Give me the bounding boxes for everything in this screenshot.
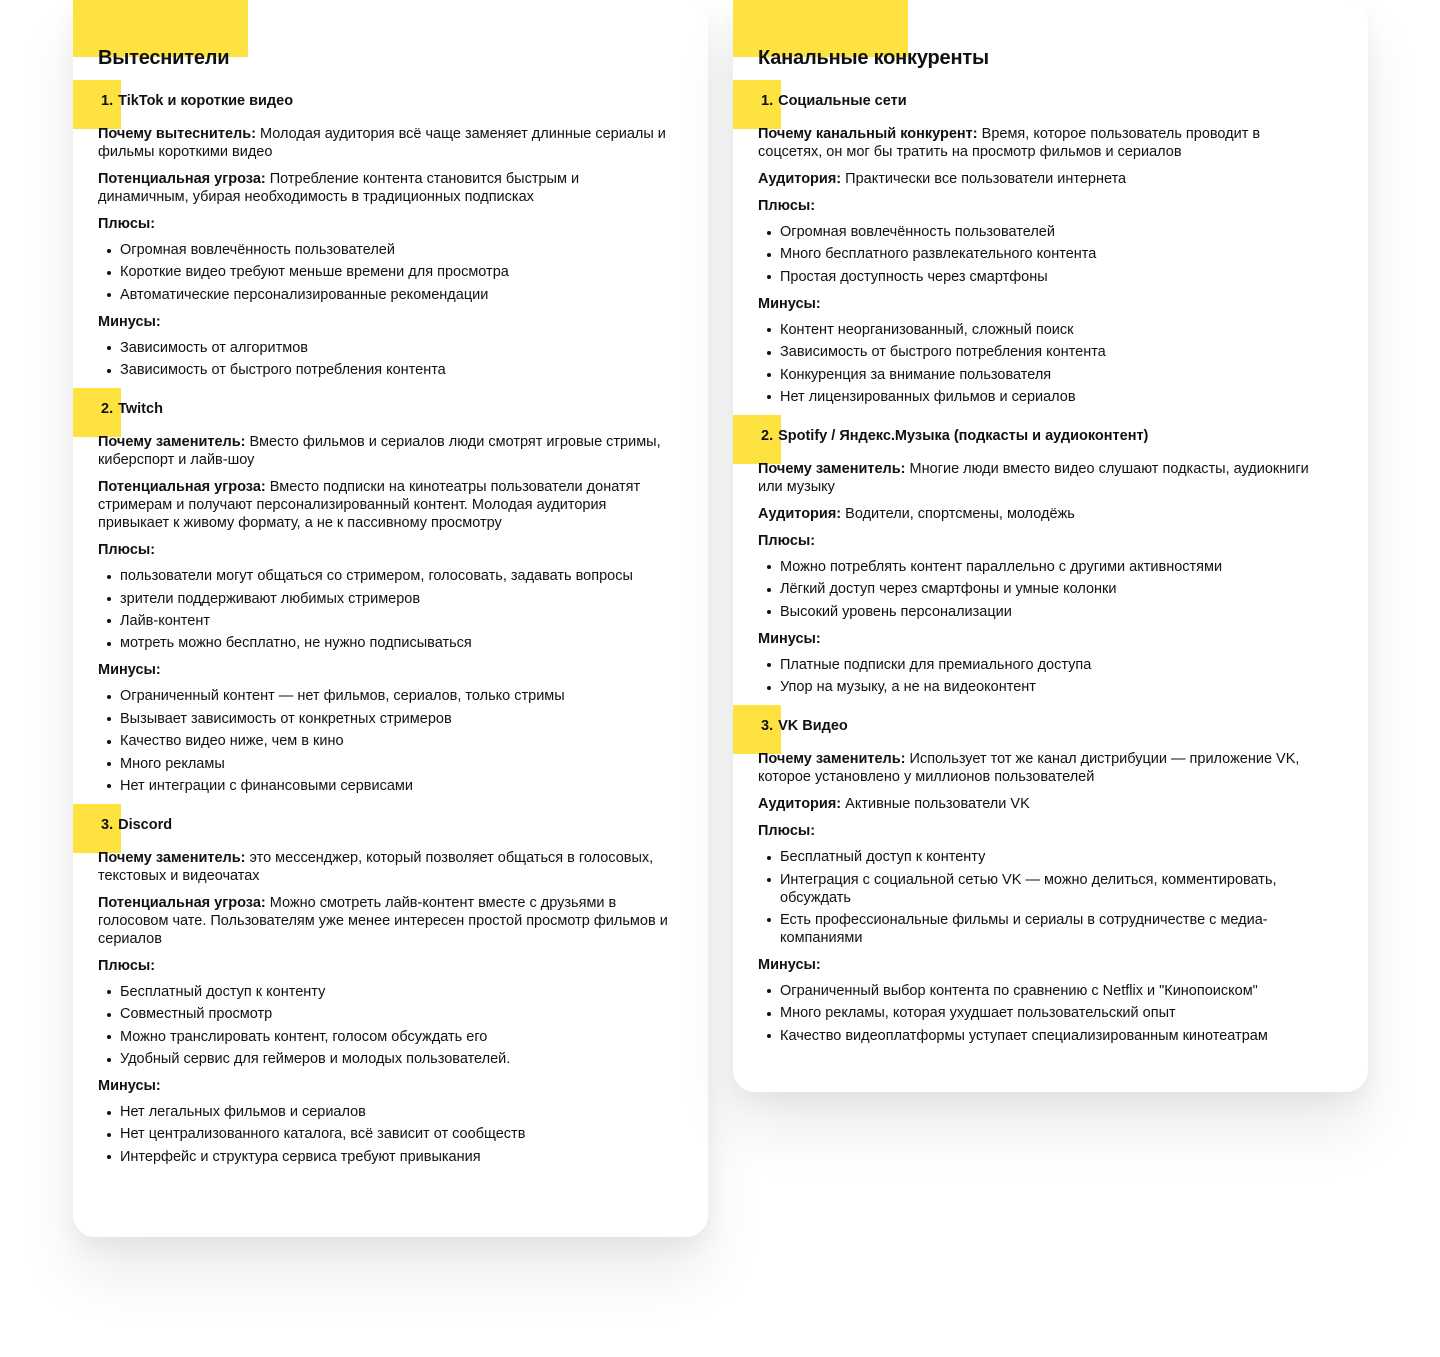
list-item: Нет централизованного каталога, всё зависит от сообществ xyxy=(120,1125,668,1143)
list-item: Много рекламы, которая ухудшает пользовательский опыт xyxy=(780,1004,1328,1022)
audience-paragraph xyxy=(758,170,1328,188)
pros-list xyxy=(758,223,1328,286)
list-item: Лайв-контент xyxy=(120,612,668,630)
list-item: Интерфейс и структура сервиса требуют привыкания xyxy=(120,1148,668,1166)
list-item: Зависимость от алгоритмов xyxy=(120,339,668,357)
section-heading xyxy=(73,388,668,433)
list-item: Короткие видео требуют меньше времени для просмотра xyxy=(120,263,668,281)
section-number: 3. xyxy=(101,816,114,833)
audience-text: Активные пользователи VK xyxy=(845,796,1030,813)
audience-text: Практически все пользователи интернета xyxy=(845,171,1127,187)
pros-label: Плюсы: xyxy=(98,542,156,559)
why-label: Почему заменитель: xyxy=(98,849,246,866)
list-item: Удобный сервис для геймеров и молодых пользователей. xyxy=(120,1050,668,1068)
list-item: Бесплатный доступ к контенту xyxy=(780,848,1328,866)
cons-list xyxy=(758,656,1328,696)
section-title: Twitch xyxy=(118,401,163,418)
section-tiktok xyxy=(98,80,668,379)
channel-competitors-card xyxy=(733,0,1368,1092)
why-paragraph xyxy=(98,433,668,469)
why-paragraph xyxy=(758,125,1328,161)
threat-text: Можно смотреть лайв-контент вместе с друзьями в голосовом чате. Пользователям уже менее интересен простой просмотр фильмов и сериалов xyxy=(98,894,668,947)
audience-text: Водители, спортсмены, молодёжь xyxy=(845,505,1075,522)
pros-list xyxy=(98,983,668,1068)
list-item: Автоматические персонализированные рекомендации xyxy=(120,286,668,304)
threat-paragraph xyxy=(98,478,668,532)
cons-list xyxy=(98,339,668,379)
list-item: Качество видео ниже, чем в кино xyxy=(120,732,668,750)
cons-label: Минусы: xyxy=(98,662,161,679)
why-paragraph xyxy=(758,460,1328,496)
list-item: зрители поддерживают любимых стримеров xyxy=(120,590,668,608)
list-item: Много бесплатного развлекательного контента xyxy=(780,245,1328,263)
cons-label: Минусы: xyxy=(98,1078,161,1095)
card-title: Канальные конкуренты xyxy=(758,47,989,69)
why-label: Почему заменитель: xyxy=(98,434,246,451)
list-item: Огромная вовлечённость пользователей xyxy=(120,241,668,259)
list-item: Контент неорганизованный, сложный поиск xyxy=(780,321,1328,339)
section-vk-video xyxy=(758,705,1328,1045)
list-item: Зависимость от быстрого потребления контента xyxy=(120,361,668,379)
section-title: TikTok и короткие видео xyxy=(118,93,294,109)
list-item: Высокий уровень персонализации xyxy=(780,603,1328,621)
section-twitch xyxy=(98,388,668,795)
why-paragraph xyxy=(758,750,1328,786)
list-item: Ограниченный контент — нет фильмов, сериалов, только стримы xyxy=(120,687,668,705)
pros-label: Плюсы: xyxy=(758,823,816,840)
list-item: Совместный просмотр xyxy=(120,1005,668,1023)
section-heading xyxy=(733,415,1328,460)
why-text: Молодая аудитория всё чаще заменяет длинные сериалы и фильмы короткими видео xyxy=(98,126,666,160)
cons-list xyxy=(98,687,668,795)
why-paragraph xyxy=(98,849,668,885)
list-item: Упор на музыку, а не на видеоконтент xyxy=(780,678,1328,696)
list-item: Интеграция с социальной сетью VK — можно делиться, комментировать, обсуждать xyxy=(780,871,1328,907)
pros-list xyxy=(758,558,1328,621)
list-item: Лёгкий доступ через смартфоны и умные колонки xyxy=(780,580,1328,598)
section-number: 2. xyxy=(101,401,114,418)
list-item: Качество видеоплатформы уступает специализированным кинотеатрам xyxy=(780,1027,1328,1045)
cons-list xyxy=(758,321,1328,406)
threat-label: Потенциальная угроза: xyxy=(98,171,266,187)
why-text: Время, которое пользователь проводит в соцсетях, он мог бы тратить на просмотр фильмов и сериалов xyxy=(758,126,1261,160)
section-spotify-yandex-music xyxy=(758,415,1328,696)
cons-label: Минусы: xyxy=(758,630,821,647)
list-item: Много рекламы xyxy=(120,755,668,773)
pros-label: Плюсы: xyxy=(758,532,816,549)
cons-label: Минусы: xyxy=(758,295,821,312)
list-item: Есть профессиональные фильмы и сериалы в сотрудничестве с медиа-компаниями xyxy=(780,911,1328,947)
section-title: VK Видео xyxy=(778,718,848,735)
threat-paragraph xyxy=(98,170,668,206)
why-label: Почему заменитель: xyxy=(758,460,906,477)
audience-label: Аудитория: xyxy=(758,171,842,187)
list-item: Платные подписки для премиального доступа xyxy=(780,656,1328,674)
card-title: Вытеснители xyxy=(98,47,230,69)
why-paragraph xyxy=(98,125,668,161)
list-item: Вызывает зависимость от конкретных стримеров xyxy=(120,710,668,728)
audience-paragraph xyxy=(758,795,1328,813)
threat-text: Вместо подписки на кинотеатры пользователи донатят стримерам и получают персонализированный контент. Молодая аудитория привыкает к живому формату, а не к пассивному просмотру xyxy=(98,479,641,532)
list-item: Нет легальных фильмов и сериалов xyxy=(120,1103,668,1121)
section-title: Социальные сети xyxy=(778,93,907,109)
cons-label: Минусы: xyxy=(98,313,161,330)
pros-label: Плюсы: xyxy=(758,198,816,214)
why-label: Почему заменитель: xyxy=(758,751,906,768)
pros-label: Плюсы: xyxy=(98,957,156,974)
audience-label: Аудитория: xyxy=(758,796,842,813)
pros-list xyxy=(98,567,668,652)
section-heading xyxy=(73,804,668,849)
why-label: Почему вытеснитель: xyxy=(98,126,256,142)
cons-label: Минусы: xyxy=(758,956,821,973)
cons-list xyxy=(98,1103,668,1166)
pros-list xyxy=(98,241,668,304)
section-social-networks xyxy=(758,80,1328,406)
threat-text: Потребление контента становится быстрым и динамичным, убирая необходимость в традиционных подписках xyxy=(98,171,580,205)
list-item: Бесплатный доступ к контенту xyxy=(120,983,668,1001)
section-title: Discord xyxy=(118,816,173,833)
cons-list xyxy=(758,982,1328,1045)
section-title: Spotify / Яндекс.Музыка (подкасты и аудиоконтент) xyxy=(778,427,1149,444)
section-number: 1. xyxy=(761,93,774,109)
list-item: Нет интеграции с финансовыми сервисами xyxy=(120,777,668,795)
section-number: 2. xyxy=(761,427,774,444)
threat-label: Потенциальная угроза: xyxy=(98,894,266,911)
list-item: Зависимость от быстрого потребления контента xyxy=(780,343,1328,361)
section-heading xyxy=(733,80,1328,125)
list-item: Можно потреблять контент параллельно с другими активностями xyxy=(780,558,1328,576)
list-item: Можно транслировать контент, голосом обсуждать его xyxy=(120,1028,668,1046)
list-item: Ограниченный выбор контента по сравнению с Netflix и "Кинопоиском" xyxy=(780,982,1328,1000)
substitutes-card xyxy=(73,0,708,1237)
why-text: Вместо фильмов и сериалов люди смотрят игровые стримы, киберспорт и лайв-шоу xyxy=(98,434,661,469)
pros-label: Плюсы: xyxy=(98,216,156,232)
section-number: 3. xyxy=(761,718,774,735)
threat-label: Потенциальная угроза: xyxy=(98,479,266,496)
list-item: Конкуренция за внимание пользователя xyxy=(780,366,1328,384)
pros-list xyxy=(758,848,1328,947)
list-item: мотреть можно бесплатно, не нужно подписываться xyxy=(120,634,668,652)
threat-paragraph xyxy=(98,894,668,948)
section-heading xyxy=(73,80,668,125)
section-heading xyxy=(733,705,1328,750)
list-item: Простая доступность через смартфоны xyxy=(780,268,1328,286)
list-item: Огромная вовлечённость пользователей xyxy=(780,223,1328,241)
why-text: Использует тот же канал дистрибуции — приложение VK, которое установлено у миллионов пользователей xyxy=(758,751,1300,786)
why-text: Многие люди вместо видео слушают подкасты, аудиокниги или музыку xyxy=(758,460,1309,495)
section-number: 1. xyxy=(101,93,114,109)
audience-label: Аудитория: xyxy=(758,505,842,522)
audience-paragraph xyxy=(758,505,1328,523)
list-item: пользователи могут общаться со стримером, голосовать, задавать вопросы xyxy=(120,567,668,585)
why-label: Почему канальный конкурент: xyxy=(758,126,978,142)
list-item: Нет лицензированных фильмов и сериалов xyxy=(780,388,1328,406)
why-text: это мессенджер, который позволяет общаться в голосовых, текстовых и видеочатах xyxy=(98,849,654,884)
section-discord xyxy=(98,804,668,1166)
